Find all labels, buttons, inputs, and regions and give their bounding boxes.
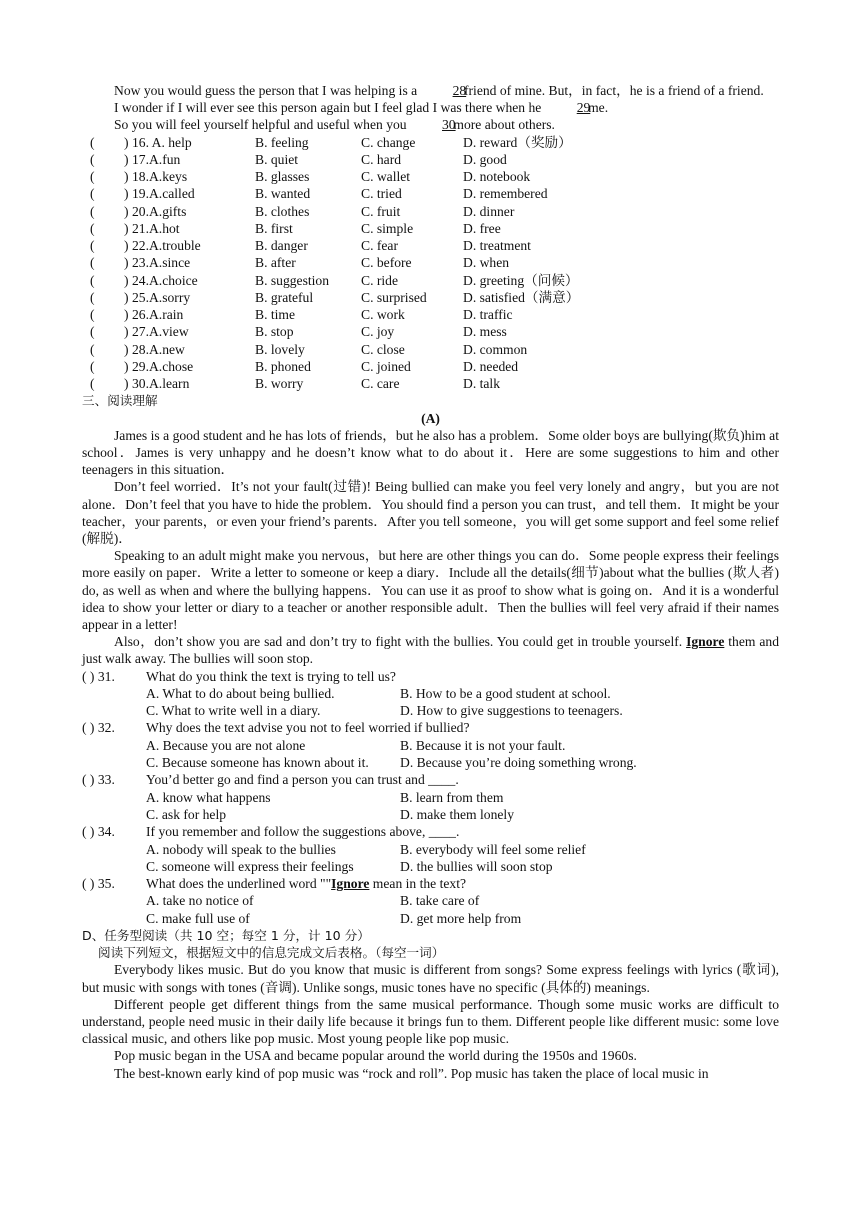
answer-bracket-close: )	[124, 289, 129, 305]
question-text: Why does the text advise you not to feel worried if bullied?	[146, 720, 470, 736]
answer-bracket-open[interactable]: (	[90, 151, 95, 167]
answer-bracket-open[interactable]: (	[90, 324, 95, 340]
answer-bracket-close: )	[124, 272, 129, 288]
option-a: 28.A.new	[132, 341, 185, 357]
passage-a-paragraph: James is a good student and he has lots of friends，but he also has a problem．Some older boys are bullying(欺负)him at school．James is very unhappy and he doesn’t know what to do about it．Here are some suggestions to him and other teenagers in this situation．	[82, 427, 779, 478]
question-stem	[82, 823, 779, 840]
option-c: C. surprised	[361, 289, 427, 305]
option-a: 26.A.rain	[132, 307, 184, 323]
option-b: B. lovely	[255, 341, 305, 357]
option-c: C. before	[361, 255, 412, 271]
answer-bracket-close: )	[124, 220, 129, 236]
option-a: 20.A.gifts	[132, 203, 187, 219]
option-a: 18.A.keys	[132, 169, 188, 185]
option-a: 27.A.view	[132, 324, 189, 340]
option-c[interactable]: C. Because someone has known about it.	[146, 755, 369, 771]
option-d: D. greeting（问候）	[463, 272, 579, 288]
option-b: B. clothes	[255, 203, 310, 219]
answer-bracket-open[interactable]: (	[90, 169, 95, 185]
question-text-part: mean in the text?	[372, 876, 467, 892]
answer-bracket-open[interactable]: (	[90, 358, 95, 374]
answer-bracket-close: )	[124, 324, 129, 340]
question-list	[82, 668, 779, 927]
option-c: C. fruit	[361, 203, 401, 219]
option-c: C. tried	[361, 186, 402, 202]
answer-bracket-close: )	[124, 341, 129, 357]
option-a: 22.A.trouble	[132, 238, 201, 254]
option-b: B. phoned	[255, 358, 311, 374]
blank-29[interactable]: 29	[576, 100, 591, 116]
question-options-row	[82, 754, 779, 771]
answer-bracket-open[interactable]: (	[90, 341, 95, 357]
section-instruction: 阅读下列短文，根据短文中的信息完成文后表格。（每空一词）	[98, 945, 445, 961]
option-c: C. simple	[361, 220, 414, 236]
question-options-row	[82, 789, 779, 806]
option-d: D. reward（奖励）	[463, 134, 572, 150]
option-a: 17.A.fun	[132, 151, 181, 167]
answer-bracket-open[interactable]: (	[90, 289, 95, 305]
option-b[interactable]: B. How to be a good student at school.	[400, 685, 611, 701]
passage-a-paragraph	[82, 633, 779, 667]
answer-bracket-open[interactable]: (	[90, 272, 95, 288]
option-c[interactable]: C. ask for help	[146, 806, 227, 822]
question-stem	[82, 875, 779, 892]
question-options-row	[82, 685, 779, 702]
option-d: D. dinner	[463, 203, 515, 219]
question-text: You’d better go and find a person you can trust and ____.	[146, 772, 459, 788]
answer-bracket-close: )	[124, 151, 129, 167]
question-stem	[82, 771, 779, 788]
option-c: C. change	[361, 134, 416, 150]
option-b: B. quiet	[255, 151, 299, 167]
question-text: What do you think the text is trying to tell us?	[146, 668, 396, 684]
option-a: 25.A.sorry	[132, 289, 191, 305]
option-c: C. work	[361, 307, 405, 323]
question-text: If you remember and follow the suggestions above, ____.	[146, 824, 460, 840]
answer-bracket-open[interactable]: (	[90, 134, 95, 150]
cloze-option-row	[82, 289, 779, 306]
question-text	[146, 875, 466, 892]
question-options-row	[82, 910, 779, 927]
section-heading-reading: 三、阅读理解	[82, 393, 158, 409]
passage-d-paragraph: Different people get different things from the same musical performance. Though some music works are difficult to understand, people need music in their daily life because it brings fun to them. Different people like different music: some love classical music, and others like pop music. Most young people like pop music.	[82, 996, 779, 1047]
answer-bracket-close: )	[124, 186, 129, 202]
answer-bracket-open[interactable]: (	[90, 203, 95, 219]
option-a[interactable]: A. nobody will speak to the bullies	[146, 841, 336, 857]
answer-bracket-close: )	[124, 307, 129, 323]
passage-d-paragraph: Everybody likes music. But do you know that music is different from songs? Some express feelings with lyrics (歌词), but music with songs with tones (音调). Unlike songs, music tones have no specific (具体的) meanings.	[82, 962, 779, 995]
passage-a-paragraph: Don’t feel worried．It’s not your fault(过错)! Being bullied can make you feel very lonely and angry，but you are not alone．Don’t feel that you have to hide the problem．You should find a person you can trust，and tell them．It might be your teacher，your parents，or even your friend’s parents．After you tell someone，you will get some support and feel some relief (解脱)．	[82, 479, 779, 546]
option-b: B. after	[255, 255, 296, 271]
question-number[interactable]: ( ) 35.	[82, 876, 115, 892]
option-b: B. wanted	[255, 186, 311, 202]
option-d: D. when	[463, 255, 510, 271]
cloze-text: friend of mine. But，in fact，he is a friend of	[463, 83, 716, 98]
option-b[interactable]: B. learn from them	[400, 789, 504, 805]
cloze-paragraph	[82, 116, 779, 133]
cloze-option-row	[82, 168, 779, 185]
question-stem	[82, 719, 779, 736]
option-a[interactable]: A. Because you are not alone	[146, 737, 306, 753]
option-c[interactable]: C. someone will express their feelings	[146, 858, 354, 874]
question-number[interactable]: ( ) 31.	[82, 668, 115, 684]
passage-d-paragraph: Pop music began in the USA and became popular around the world during the 1950s and 1960s.	[114, 1048, 637, 1064]
option-d[interactable]: D. make them lonely	[400, 806, 515, 822]
question-options-row	[82, 892, 779, 909]
cloze-text: a friend.	[718, 83, 764, 98]
answer-bracket-open[interactable]: (	[90, 307, 95, 323]
underlined-word-ignore: Ignore	[331, 876, 370, 892]
option-d[interactable]: D. How to give suggestions to teenagers.	[400, 703, 623, 719]
option-a: 24.A.choice	[132, 272, 198, 288]
cloze-text: So you will feel yourself helpful and useful when you	[114, 117, 407, 133]
option-a: 21.A.hot	[132, 220, 180, 236]
question-stem	[82, 668, 779, 685]
cloze-option-row	[82, 341, 779, 358]
question-options-row	[82, 858, 779, 875]
blank-28[interactable]: 28	[452, 83, 467, 98]
option-b[interactable]: B. take care of	[400, 893, 480, 909]
answer-bracket-close: )	[124, 255, 129, 271]
option-b: B. worry	[255, 376, 304, 392]
option-d[interactable]: D. get more help from	[400, 910, 522, 926]
option-c: C. joy	[361, 324, 395, 340]
option-a[interactable]: A. take no notice of	[146, 893, 254, 909]
underlined-word-ignore: Ignore	[686, 634, 725, 650]
option-c[interactable]: C. What to write well in a diary.	[146, 703, 321, 719]
option-a: 16. A. help	[132, 134, 192, 150]
cloze-option-row	[82, 254, 779, 271]
option-c[interactable]: C. make full use of	[146, 910, 250, 926]
answer-bracket-open[interactable]: (	[90, 186, 95, 202]
cloze-options-list	[82, 134, 779, 393]
option-b[interactable]: B. everybody will feel some relief	[400, 841, 586, 857]
option-d: D. needed	[463, 358, 519, 374]
passage-text: Also，don’t show you are sad and don’t try to fight with the bullies. You could get in trouble yourself.	[114, 634, 683, 650]
option-d: D. free	[463, 220, 501, 236]
passage-text: them and just walk away. The bullies will soon stop.	[82, 634, 780, 667]
option-b: B. grateful	[255, 289, 314, 305]
option-c: C. care	[361, 376, 400, 392]
option-d: D. remembered	[463, 186, 548, 202]
option-a: 19.A.called	[132, 186, 195, 202]
cloze-option-row	[82, 375, 779, 392]
option-a[interactable]: A. know what happens	[146, 789, 271, 805]
option-a: 23.A.since	[132, 255, 191, 271]
option-c: C. fear	[361, 238, 398, 254]
option-d: D. good	[463, 151, 507, 167]
passage-a-label: (A)	[421, 410, 440, 426]
cloze-option-row	[82, 358, 779, 375]
question-options-row	[82, 702, 779, 719]
question-text-part: What does the underlined word ""	[146, 876, 332, 892]
option-a[interactable]: A. What to do about being bullied.	[146, 685, 335, 701]
option-b: B. feeling	[255, 134, 309, 150]
option-b: B. danger	[255, 238, 308, 254]
option-a: 30.A.learn	[132, 376, 190, 392]
cloze-text: I wonder if I will ever see this person again but I feel glad I was there when he	[114, 100, 542, 116]
option-d: D. treatment	[463, 238, 531, 254]
passage-d-paragraph: The best-known early kind of pop music was “rock and roll”. Pop music has taken the place of local music in	[114, 1065, 709, 1081]
question-options-row	[82, 841, 779, 858]
answer-bracket-close: )	[124, 376, 129, 392]
answer-bracket-open[interactable]: (	[90, 238, 95, 254]
option-d[interactable]: D. Because you’re doing something wrong.	[400, 755, 637, 771]
option-d: D. notebook	[463, 169, 531, 185]
option-d: D. traffic	[463, 307, 513, 323]
option-d: D. common	[463, 341, 528, 357]
answer-bracket-close: )	[124, 169, 129, 185]
answer-bracket-close: )	[124, 203, 129, 219]
option-b: B. time	[255, 307, 296, 323]
cloze-paragraph	[82, 99, 779, 116]
question-number[interactable]: ( ) 34.	[82, 824, 115, 840]
cloze-option-row	[82, 185, 779, 202]
cloze-text: me.	[588, 100, 609, 116]
option-b: B. suggestion	[255, 272, 330, 288]
option-b: B. stop	[255, 324, 294, 340]
option-d[interactable]: D. the bullies will soon stop	[400, 858, 553, 874]
question-number[interactable]: ( ) 33.	[82, 772, 115, 788]
answer-bracket-close: )	[124, 134, 129, 150]
cloze-option-row	[82, 134, 779, 151]
option-c: C. hard	[361, 151, 402, 167]
question-number[interactable]: ( ) 32.	[82, 720, 115, 736]
option-b[interactable]: B. Because it is not your fault.	[400, 737, 566, 753]
answer-bracket-open[interactable]: (	[90, 220, 95, 236]
answer-bracket-close: )	[124, 358, 129, 374]
cloze-option-row	[82, 237, 779, 254]
worksheet-page	[82, 82, 779, 1082]
option-c: C. close	[361, 341, 405, 357]
question-options-row	[82, 737, 779, 754]
cloze-option-row	[82, 306, 779, 323]
cloze-text: more about others.	[453, 117, 555, 133]
option-c: C. wallet	[361, 169, 411, 185]
answer-bracket-close: )	[124, 238, 129, 254]
question-options-row	[82, 806, 779, 823]
cloze-option-row	[82, 151, 779, 168]
option-c: C. joined	[361, 358, 411, 374]
option-d: D. satisfied（满意）	[463, 289, 580, 305]
cloze-paragraph	[82, 82, 779, 99]
answer-bracket-open[interactable]: (	[90, 255, 95, 271]
cloze-option-row	[82, 272, 779, 289]
option-b: B. first	[255, 220, 293, 236]
cloze-option-row	[82, 203, 779, 220]
cloze-text: Now you would guess the person that I was helping is a	[114, 83, 418, 98]
option-d: D. talk	[463, 376, 500, 392]
blank-30[interactable]: 30	[442, 117, 456, 133]
option-c: C. ride	[361, 272, 398, 288]
option-a: 29.A.chose	[132, 358, 194, 374]
section-heading-task-reading: D、任务型阅读（共 10 空；每空 1 分，计 10 分）	[82, 928, 370, 944]
answer-bracket-open[interactable]: (	[90, 376, 95, 392]
cloze-option-row	[82, 220, 779, 237]
option-b: B. glasses	[255, 169, 310, 185]
cloze-option-row	[82, 323, 779, 340]
option-d: D. mess	[463, 324, 507, 340]
passage-a-paragraph: Speaking to an adult might make you nervous，but here are other things you can do．Some people express their feelings more easily on paper．Write a letter to someone or keep a diary．Include all the details(细节)about what the bullies (欺人者) do, as well as when and where the bullying happens．You can use it as proof to show what is going on．And it is a wonderful idea to show your letter or diary to a teacher or another responsible adult．Then the bullies will feel very afraid if their names appear in a letter!	[82, 548, 779, 632]
